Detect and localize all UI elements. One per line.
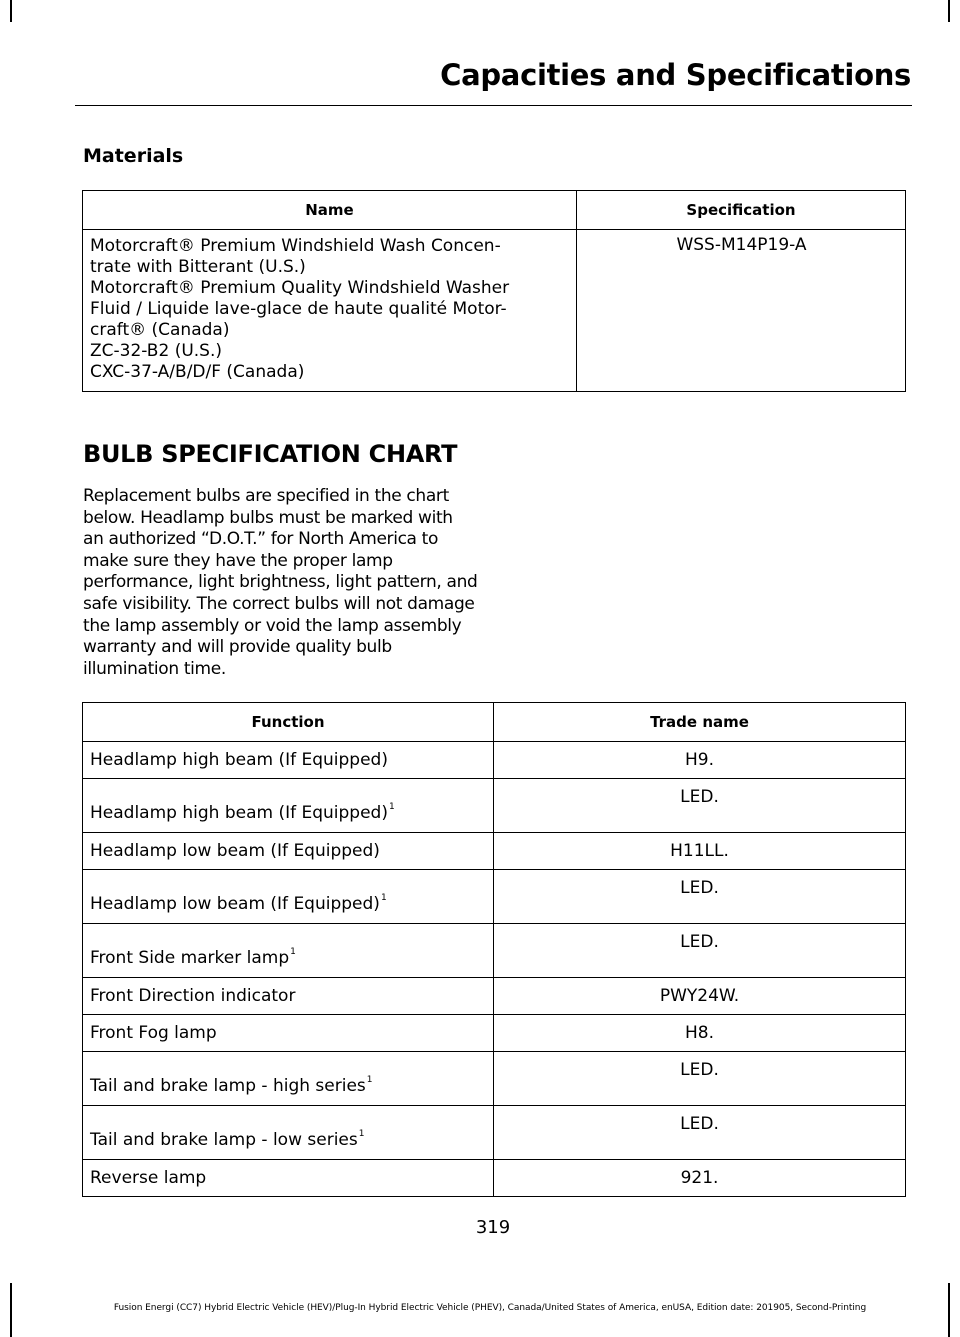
function-cell: Tail and brake lamp - high series$^1$ [83,1052,494,1106]
column-header-specification: Specification [577,191,906,230]
trade-name-cell: LED. [494,779,906,833]
trade-name-cell: H8. [494,1015,906,1052]
column-header-name: Name [83,191,577,230]
table-row [83,1106,906,1160]
crop-mark-top-left [10,0,12,22]
table-row [83,870,906,924]
function-cell: Front Direction indicator [83,978,494,1015]
trade-name-cell: 921. [494,1160,906,1197]
table-row [83,833,906,870]
crop-mark-top-right [948,0,950,22]
footnote-marker: 1 [366,1075,373,1085]
footnote-marker: 1 [290,947,296,957]
table-row [83,1015,906,1052]
table-row [83,742,906,779]
header-divider [75,105,912,106]
footnote-marker: 1 [380,893,387,903]
material-name-line: trate with Bitterant (U.S.) [90,257,306,277]
material-name-line: craft® (Canada) [90,320,230,340]
function-cell: Front Side marker lamp$^1$ [83,924,494,978]
function-cell: Headlamp low beam (If Equipped)$^1$ [83,870,494,924]
materials-header-row [83,191,906,230]
function-cell: Front Fog lamp [83,1015,494,1052]
bulb-table [82,702,906,1197]
material-name-line: Motorcraft® Premium Quality Windshield Washer [90,278,510,298]
bulb-chart-heading: BULB SPECIFICATION CHART [83,440,458,468]
material-name-line: Fluid / Liquide lave-glace de haute qualité Motor- [90,299,507,319]
trade-name-cell: LED. [494,870,906,924]
material-name-line: CXC-37-A/B/D/F (Canada) [90,362,305,382]
function-cell: Headlamp high beam (If Equipped)$^1$ [83,779,494,833]
material-name-line: ZC-32-B2 (U.S.) [90,341,222,361]
table-row [83,1052,906,1106]
trade-name-cell: LED. [494,1106,906,1160]
function-cell: Headlamp high beam (If Equipped) [83,742,494,779]
materials-row [83,230,906,392]
bulb-header-row [83,703,906,742]
footnote-marker: 1 [388,802,395,812]
material-specification-cell: WSS-M14P19-A [577,230,906,392]
page-footer: Fusion Energi (CC7) Hybrid Electric Vehicle (HEV)/Plug-In Hybrid Electric Vehicle (PHEV), Canada/United States of America, enUSA, Edition date: 201905, Second-Printing [113,1303,867,1313]
trade-name-cell: LED. [494,924,906,978]
table-row [83,924,906,978]
bulb-chart-intro: Replacement bulbs are specified in the chart below. Headlamp bulbs must be marked with an authorized “D.O.T.” for North America to make sure they have the proper lamp performance, light brightness, light pattern, and safe visibility. The correct bulbs will not damage the lamp assembly or void the lamp assembly warranty and will provide quality bulb illumination time. [83,486,478,679]
page-number: 319 [475,1217,511,1238]
trade-name-cell: H9. [494,742,906,779]
table-row [83,978,906,1015]
function-cell: Reverse lamp [83,1160,494,1197]
table-row [83,779,906,833]
column-header-trade-name: Trade name [494,703,906,742]
trade-name-cell: H11LL. [494,833,906,870]
materials-section-title: Materials [83,145,184,167]
materials-table [82,190,906,392]
page-header-title: Capacities and Specifications [440,58,911,92]
trade-name-cell: LED. [494,1052,906,1106]
material-name-cell [83,230,577,392]
footnote-marker: 1 [358,1129,365,1139]
function-cell: Headlamp low beam (If Equipped) [83,833,494,870]
column-header-function: Function [83,703,494,742]
trade-name-cell: PWY24W. [494,978,906,1015]
function-cell: Tail and brake lamp - low series$^1$ [83,1106,494,1160]
table-row [83,1160,906,1197]
material-name-line: Motorcraft® Premium Windshield Wash Concen- [90,236,501,256]
